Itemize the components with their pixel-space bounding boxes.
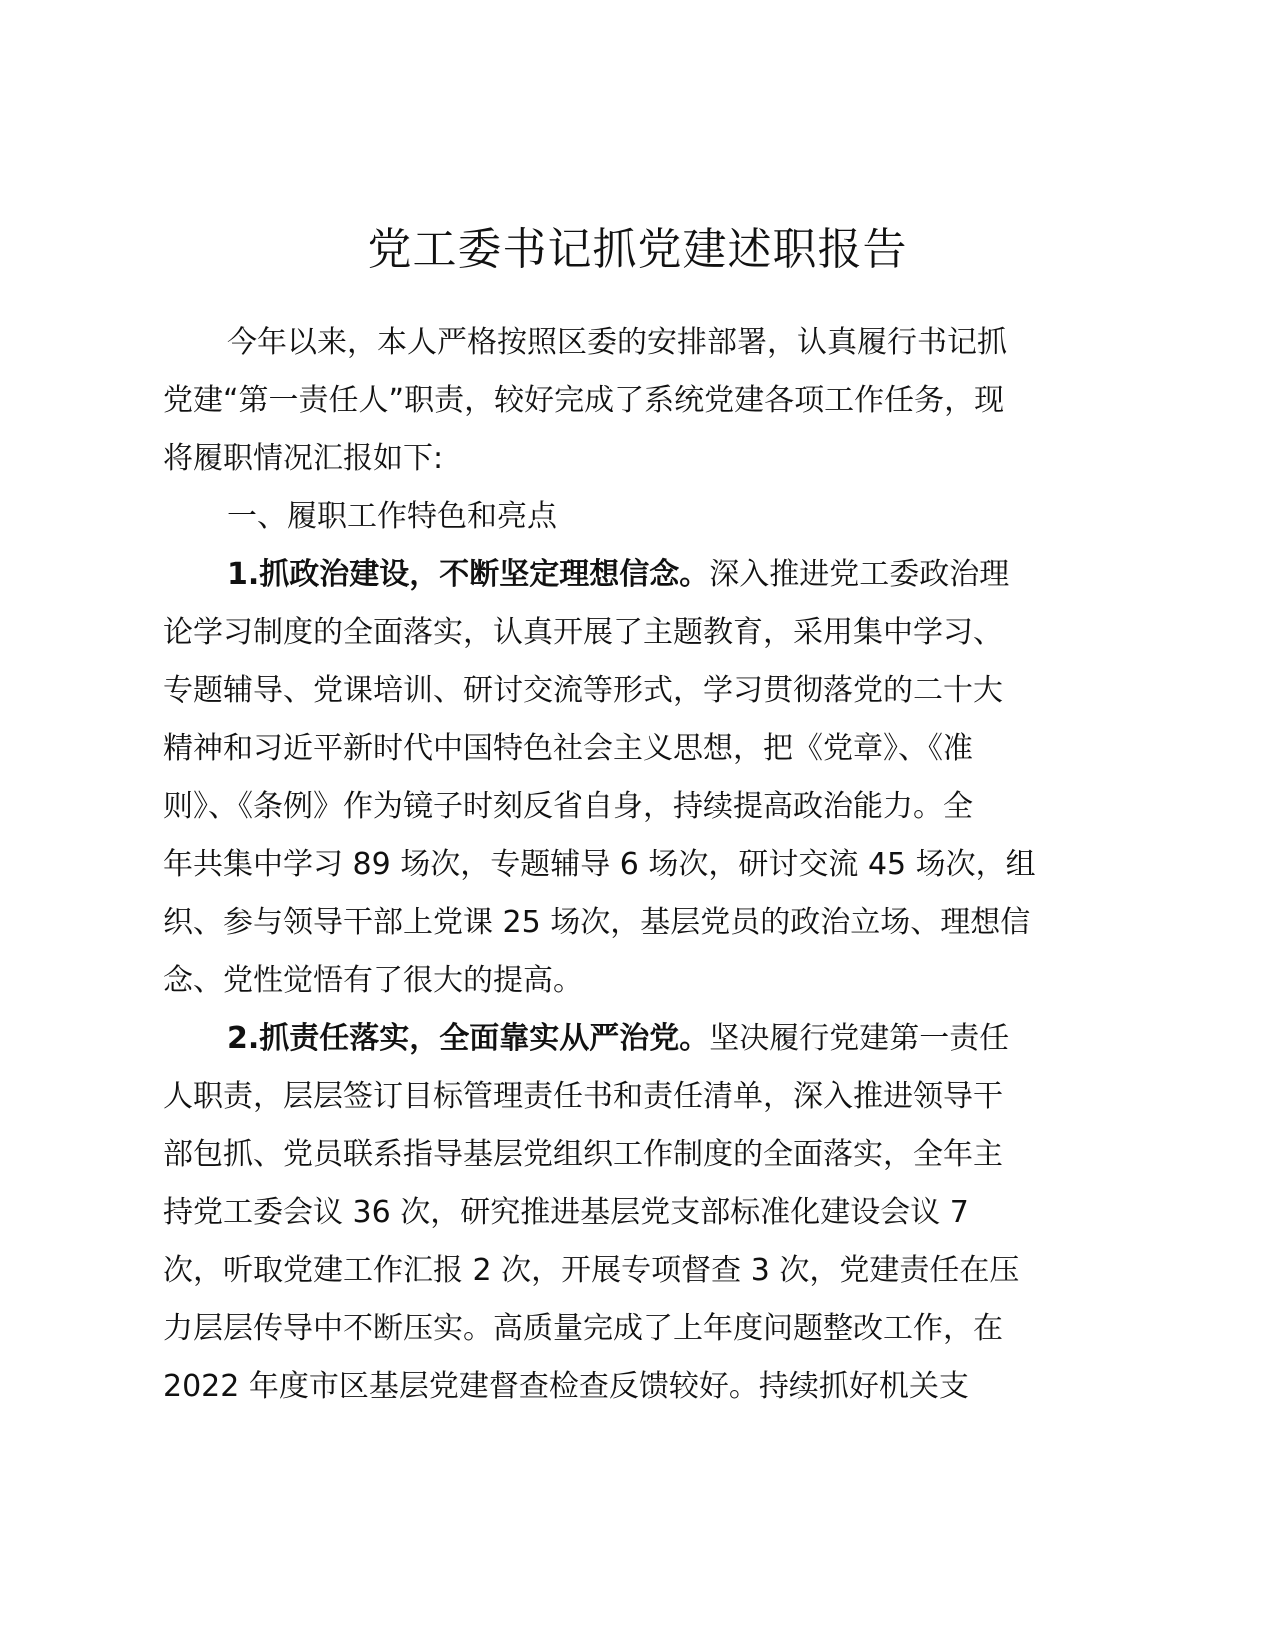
paragraph-line: 念、党性觉悟有了很大的提高。	[163, 963, 583, 998]
paragraph-line	[163, 1010, 1123, 1068]
paragraph-line: 2022 年度市区基层党建督查检查反馈较好。持续抓好机关支	[163, 1369, 969, 1404]
paragraph-line	[163, 546, 1123, 604]
paragraph-line: 精神和习近平新时代中国特色社会主义思想，把《党章》、《准	[163, 731, 973, 766]
section-heading: 一、履职工作特色和亮点	[227, 499, 557, 534]
paragraph-line: 年共集中学习 89 场次，专题辅导 6 场次，研讨交流 45 场次，组	[163, 847, 1036, 882]
document-body	[163, 314, 1123, 1416]
paragraph-line: 力层层传导中不断压实。高质量完成了上年度问题整改工作，在	[163, 1311, 1003, 1346]
paragraph-line: 人职责，层层签订目标管理责任书和责任清单，深入推进领导干	[163, 1079, 1003, 1114]
paragraph-line: 持党工委会议 36 次，研究推进基层党支部标准化建设会议 7	[163, 1195, 969, 1230]
paragraph-line: 则》、《条例》作为镜子时刻反省自身，持续提高政治能力。全	[163, 789, 973, 824]
paragraph-text: 坚决履行党建第一责任	[709, 1021, 1010, 1056]
paragraph-line: 专题辅导、党课培训、研讨交流等形式，学习贯彻落党的二十大	[163, 673, 1003, 708]
paragraph-line: 次，听取党建工作汇报 2 次，开展专项督查 3 次，党建责任在压	[163, 1253, 1020, 1288]
page-title: 党工委书记抓党建述职报告	[367, 224, 908, 275]
paragraph-line: 将履职情况汇报如下:	[163, 441, 444, 476]
paragraph-line: 部包抓、党员联系指导基层党组织工作制度的全面落实，全年主	[163, 1137, 1003, 1172]
paragraph-line: 织、参与领导干部上党课 25 场次，基层党员的政治立场、理想信	[163, 905, 1031, 940]
bold-heading: 2.抓责任落实，全面靠实从严治党。	[227, 1021, 710, 1056]
paragraph-text: 深入推进党工委政治理	[709, 557, 1010, 592]
bold-heading: 1.抓政治建设，不断坚定理想信念。	[227, 557, 710, 592]
paragraph-line: 今年以来，本人严格按照区委的安排部署，认真履行书记抓	[227, 325, 1007, 360]
paragraph-line: 党建“第一责任人”职责，较好完成了系统党建各项工作任务，现	[163, 383, 1005, 418]
paragraph-line: 论学习制度的全面落实，认真开展了主题教育，采用集中学习、	[163, 615, 1003, 650]
